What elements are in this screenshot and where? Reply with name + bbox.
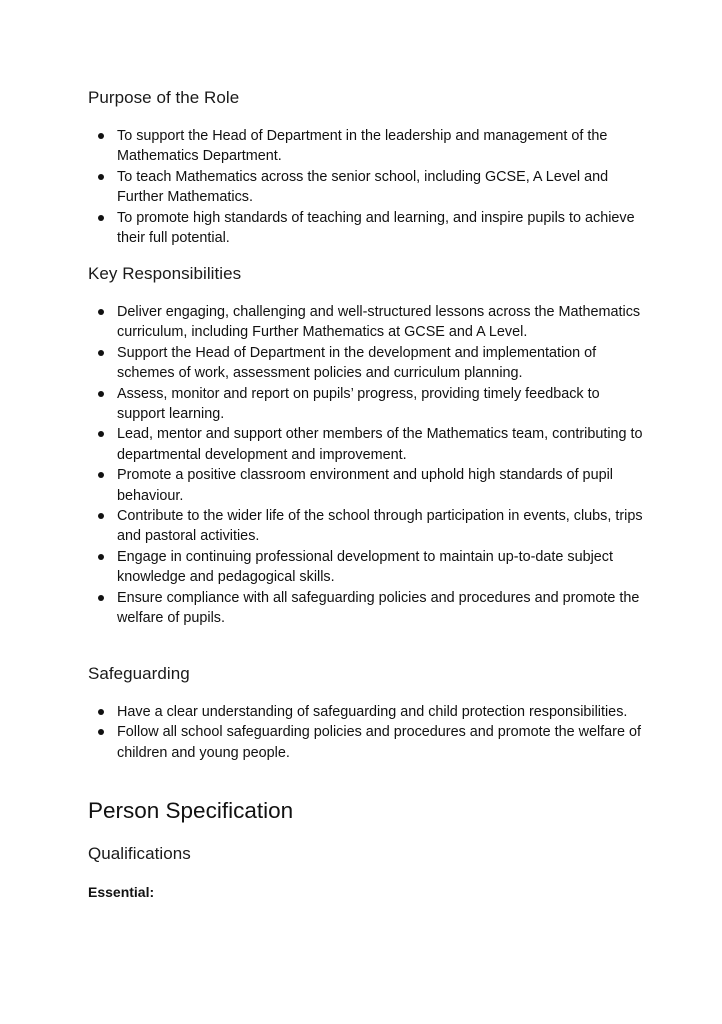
bullet-icon	[98, 472, 104, 478]
bullet-icon	[98, 350, 104, 356]
list-item-text: To teach Mathematics across the senior school, including GCSE, A Level and Further Mathematics.	[117, 168, 609, 206]
list-item	[88, 424, 648, 465]
essential-label: Essential:	[88, 884, 155, 900]
bullet-icon	[98, 554, 104, 560]
list-item-text: Have a clear understanding of safeguarding and child protection responsibilities.	[117, 704, 628, 720]
list-item	[88, 547, 648, 588]
qualifications-heading: Qualifications	[88, 844, 191, 863]
list-item-text: Promote a positive classroom environment and uphold high standards of pupil behaviour.	[117, 467, 613, 504]
safeguarding-list	[88, 702, 648, 763]
bullet-icon	[98, 595, 104, 601]
safeguarding-heading: Safeguarding	[88, 664, 190, 683]
list-item	[88, 302, 648, 343]
list-item	[88, 506, 648, 547]
bullet-icon	[98, 309, 104, 315]
bullet-icon	[98, 431, 104, 437]
responsibilities-heading: Key Responsibilities	[88, 264, 242, 283]
list-item-text: Deliver engaging, challenging and well-structured lessons across the Mathematics curriculum, including Further Mathematics at GCSE and A Level.	[117, 304, 641, 341]
bullet-icon	[98, 709, 104, 715]
list-item	[88, 588, 648, 629]
purpose-heading: Purpose of the Role	[88, 88, 240, 107]
list-item	[88, 702, 648, 722]
list-item-text: Ensure compliance with all safeguarding policies and procedures and promote the welfare of pupils.	[117, 589, 640, 627]
responsibilities-list	[88, 302, 648, 629]
list-item	[88, 126, 648, 167]
list-item	[88, 465, 648, 506]
list-item-text: To support the Head of Department in the leadership and management of the Mathematics Department.	[117, 128, 608, 165]
list-item	[88, 384, 648, 425]
bullet-icon	[98, 215, 104, 221]
bullet-icon	[98, 174, 104, 180]
bullet-icon	[98, 513, 104, 519]
list-item-text: Contribute to the wider life of the school through participation in events, clubs, trips and pastoral activities.	[117, 508, 643, 545]
list-item	[88, 208, 648, 249]
list-item	[88, 343, 648, 384]
person-spec-heading: Person Specification	[88, 798, 294, 823]
list-item-text: Engage in continuing professional development to maintain up-to-date subject knowledge and pedagogical skills.	[117, 548, 613, 586]
list-item-text: Follow all school safeguarding policies and procedures and promote the welfare of children and young people.	[117, 724, 641, 761]
list-item	[88, 722, 648, 763]
list-item-text: Lead, mentor and support other members of the Mathematics team, contributing to departmental development and improvement.	[117, 426, 643, 463]
list-item	[88, 167, 648, 208]
list-item-text: Support the Head of Department in the development and implementation of schemes of work, assessment policies and curriculum planning.	[117, 344, 597, 382]
purpose-list	[88, 126, 648, 248]
bullet-icon	[98, 729, 104, 735]
list-item-text: Assess, monitor and report on pupils’ progress, providing timely feedback to support learning.	[117, 385, 600, 423]
bullet-icon	[98, 133, 104, 139]
bullet-icon	[98, 391, 104, 397]
list-item-text: To promote high standards of teaching and learning, and inspire pupils to achieve their full potential.	[117, 209, 635, 247]
